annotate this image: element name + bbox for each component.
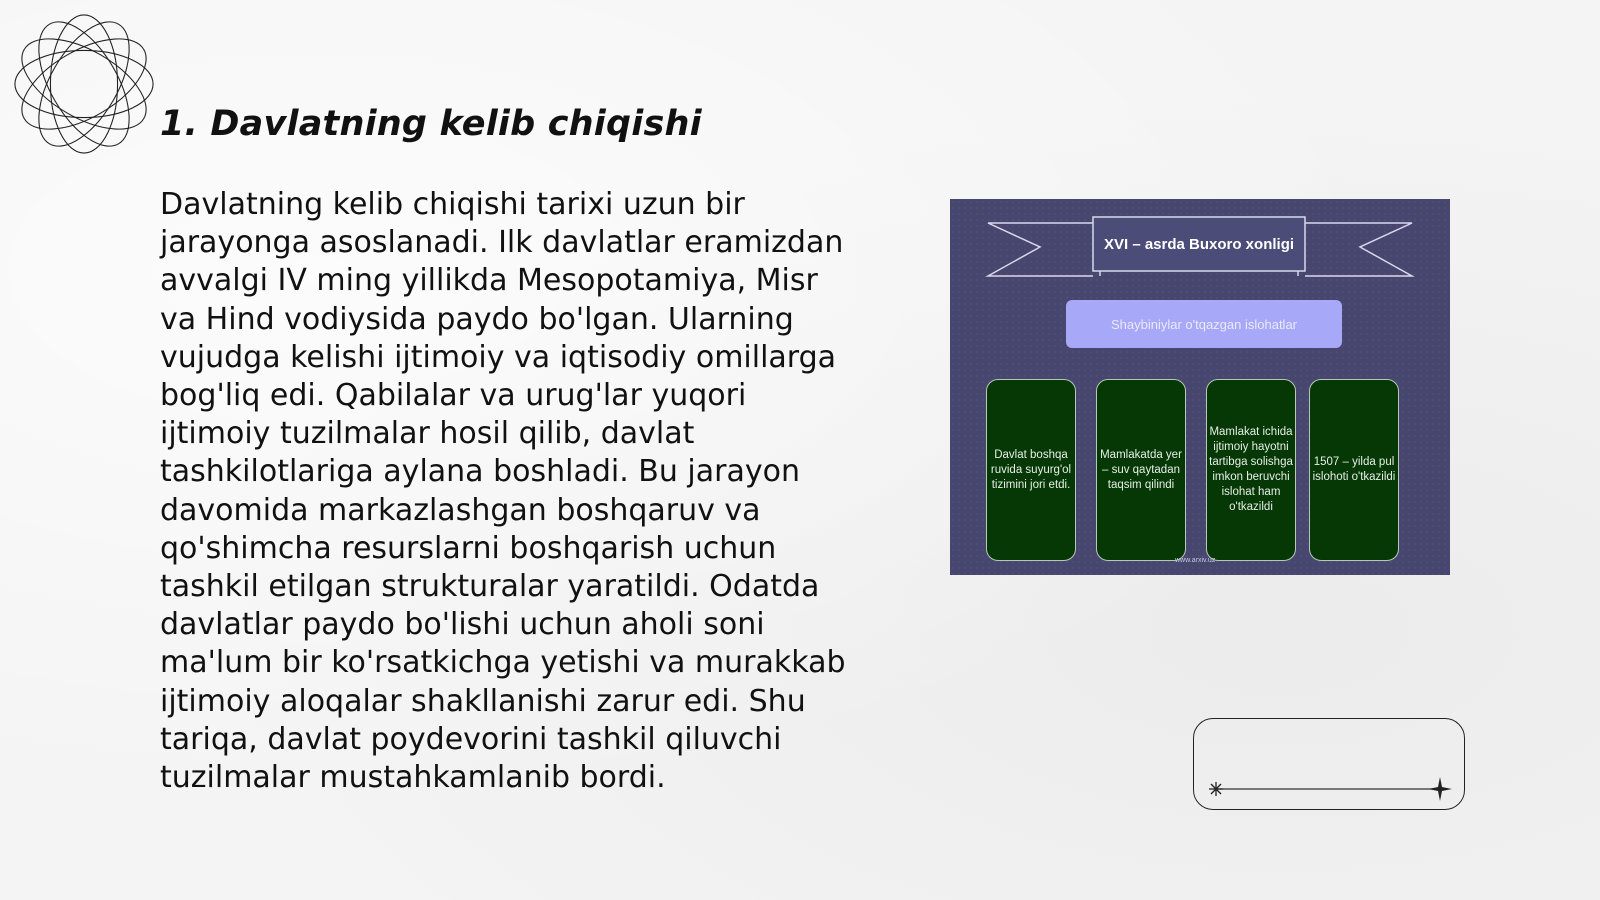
reform-card: Davlat boshqa ruvida suyurg'ol tizimini jori etdi. xyxy=(986,379,1076,561)
ribbon-title: XVI – asrda Buxoro xonligi xyxy=(1103,235,1295,253)
decorative-frame xyxy=(1193,718,1465,810)
reform-card: 1507 – yilda pul islohoti o'tkazildi xyxy=(1309,379,1399,561)
reform-card: Mamlakat ichida ijtimoiy hayotni tartibga solishga imkon beruvchi islohat ham o'tkazildi xyxy=(1206,379,1296,561)
sparkle-icon xyxy=(1209,782,1223,796)
slide-body-text: Davlatning kelib chiqishi tarixi uzun bir jarayonga asoslanadi. Ilk davlatlar eramizdan avvalgi IV ming yillikda Mesopotamiya, Misr va Hind vodiysida paydo bo'lgan. Ularning vujudga kelishi ijtimoiy va iqtisodiy omillarga bog'liq edi. Qabilalar va urug'lar yuqori ijtimoiy tuzilmalar hosil qilib, davlat tashkilotlariga aylana boshladi. Bu jarayon davomida markazlashgan boshqaruv va qo'shimcha resurslarni boshqarish uchun tashkil etilgan strukturalar yaratildi. Odatda davlatlar paydo bo'lishi uchun aholi soni ma'lum bir ko'rsatkichga yetishi va murakkab ijtimoiy aloqalar shakllanishi zarur edi. Shu tariqa, davlat poydevorini tashkil qiluvchi tuzilmalar mustahkamlanib bordi. xyxy=(160,187,846,796)
spirograph-ornament-icon xyxy=(10,10,158,158)
reforms-banner: Shaybiniylar o'tqazgan islohatlar xyxy=(1066,300,1342,348)
slide-title: 1. Davlatning kelib chiqishi xyxy=(160,104,702,144)
four-point-star-icon xyxy=(1428,777,1452,801)
reform-card: Mamlakatda yer – suv qaytadan taqsim qilindi xyxy=(1096,379,1186,561)
reform-diagram-image xyxy=(950,199,1450,575)
image-watermark: www.arxiv.uz xyxy=(1175,557,1216,564)
